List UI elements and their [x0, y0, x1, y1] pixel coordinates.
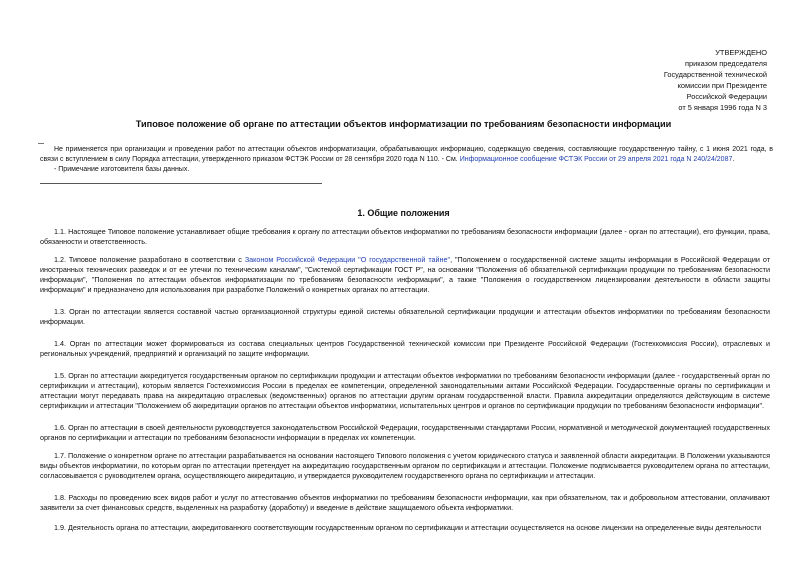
fstec-message-link[interactable]: Информационное сообщение ФСТЭК России от 29 апреля 2021 года N 240/24/2087 — [459, 156, 733, 163]
producer-note — [40, 145, 773, 165]
note-divider-top — [38, 143, 44, 144]
state-secret-law-link[interactable]: Законом Российской Федерации "О государственной тайне" — [244, 255, 451, 264]
paragraph-1-7: 1.7. Положение о конкретном органе по аттестации разрабатывается на основании настоящего Типового положения с учетом юридического статуса и заявленной области аккредитации. В Положении указываются виды объектов информатики, по которым орган по аттестации претендует на аккредитацию государственным органом по сертификации и аттестации. Положение подписывается руководителем органа по аттестации, согласовывается с руководителем органа, осуществляющего аккредитацию, и утверждается руководителем государственного органа по сертификации и аттестации. — [40, 451, 770, 480]
approval-line: Российской Федерации — [686, 92, 767, 101]
approval-line: Государственной технической — [663, 70, 767, 79]
section-title: 1. Общие положения — [357, 208, 450, 218]
paragraph-text: , "Положением о государственной системе защиты информации в Российской Федерации от иностранных технических разведок и от ее утечки по техническим каналам", "Системой сертификации ГОСТ Р", на основании "Положения об обязательной сертификации продукции по требованиям безопасности информации", "Положения по аттестации объектов информатизации по требованиям безопасности информации", а также "Положения о государственном лицензировании деятельности в области защиты информации" и предназначено для использования при разработке Положений о конкретных органах по аттестации. — [40, 255, 770, 294]
approval-line: комиссии при Президенте — [677, 81, 767, 90]
document-title: Типовое положение об органе по аттестации объектов информатизации по требованиям безопасности информации — [135, 119, 672, 129]
note-text-end: . — [732, 156, 735, 163]
note-divider — [40, 183, 322, 184]
producer-note-label: - Примечание изготовителя базы данных. — [54, 166, 190, 173]
approval-line: УТВЕРЖДЕНО — [715, 48, 767, 57]
paragraph-1-9: 1.9. Деятельность органа по аттестации, аккредитованного соответствующим государственным органом по сертификации и аттестации осуществляется на основе лицензии на определенные виды деятельности — [54, 523, 762, 532]
approval-line: от 5 января 1996 года N 3 — [678, 103, 767, 112]
paragraph-1-4: 1.4. Орган по аттестации может формироваться из состава специальных центров Государственной технической комиссии при Президенте Российской Федерации (Гостехкомиссия России), отраслевых и региональных учреждений, предприятий и организаций по защите информации. — [40, 339, 770, 358]
approval-block — [597, 47, 767, 113]
paragraph-1-3: 1.3. Орган по аттестации является составной частью организационной структуры единой системы обязательной сертификации продукции и аттестации объектов информатики по требованиям безопасности информации. — [40, 307, 770, 326]
paragraph-1-5: 1.5. Орган по аттестации аккредитуется государственным органом по сертификации продукции и аттестации объектов информатики по требованиям безопасности информации (далее - государственный орган по сертификации и аттестации), которым является Гостехкомиссия России в пределах ее компетенции, определенной законодательными актами Российской Федерации. Государственные органы по сертификации и аттестации могут передавать права на аккредитацию отраслевых (ведомственных) органов по аттестации другим органам государственной власти. Правила аккредитации определяются действующим в системе сертификации и аттестации "Положением об аккредитации органов по аттестации объектов информатики, испытательных центров и органов по сертификации продукции по требованиям безопасности информации". — [40, 371, 770, 410]
approval-line: приказом председателя — [685, 59, 767, 68]
paragraph-1-1: 1.1. Настоящее Типовое положение устанавливает общие требования к органу по аттестации объектов информатики по требованиям безопасности информации (далее - орган по аттестации), его функции, права, обязанности и ответственность. — [40, 227, 770, 246]
note-text: Не применяется при организации и проведении работ по аттестации объектов информатизации, обрабатывающих информацию, содержащую сведения, составляющие государственную тайну, с 1 июня 2021 года, в связи с вступлением в силу Порядка аттестации, утвержденного приказом ФСТЭК России от 28 сентября 2020 года N 110. - См. — [40, 146, 773, 163]
paragraph-text: 1.2. Типовое положение разработано в соответствии с — [54, 255, 245, 264]
paragraph-1-8: 1.8. Расходы по проведению всех видов работ и услуг по аттестованию объектов информатики по требованиям безопасности информации, как при обязательном, так и добровольном аттестовании, оплачивают заявители за счет финансовых средств, выделенных на разработку (доработку) и введение в действие защищаемого объекта информатики. — [40, 493, 770, 512]
paragraph-1-6: 1.6. Орган по аттестации в своей деятельности руководствуется законодательством Российской Федерации, государственными стандартами России, нормативной и методической документацией государственных органов по сертификации и аттестации по требованиям безопасности информации в пределах их компетенции. — [40, 423, 770, 442]
paragraph-1-2 — [40, 255, 770, 295]
